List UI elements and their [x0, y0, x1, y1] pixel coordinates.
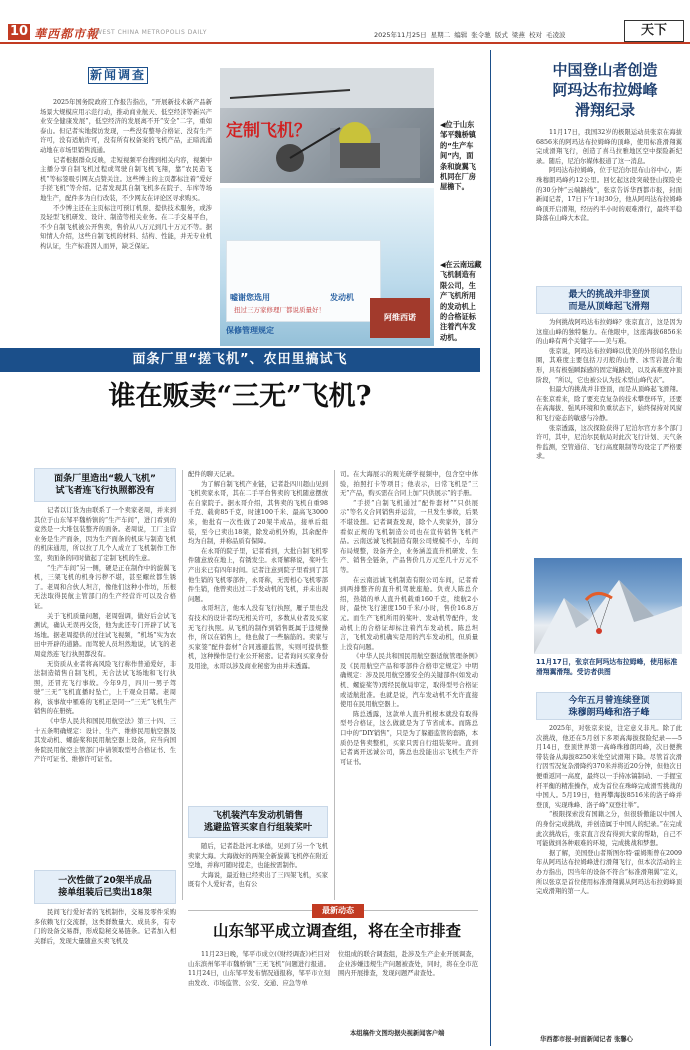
zouping-text-b	[338, 950, 478, 1006]
header-info: 2025年11月25日 星期二 编辑 张令驰 版式 梁燕 校对 毛凌波	[374, 31, 566, 39]
bottom-credit: 本组稿件文图均据央视新闻客户端	[350, 1030, 445, 1037]
page-number: 10	[9, 24, 29, 39]
photo2-badge: 阿维西诺	[370, 298, 430, 338]
body-paragraph: 《中华人民共和国民用航空法》第三十四、三十五条明确规定：设计、生产、维修民用航空器及其发动机、螺旋桨和民用航空器上设备，应当向国务院民用航空主管部门申请领取型号合格证书、生产许可证书、维修许可证书。	[34, 718, 176, 764]
latest-news-flag: 最新动态	[312, 904, 364, 918]
photo1-caption: ◀位于山东邹平魏桥镇的“生产车间”内，面条和旋翼飞机同在厂房屋檐下。	[440, 120, 476, 192]
section-tag: 新闻调查	[89, 68, 146, 82]
intro-paragraph: 记者根据群众反映，走短视频平台搜到相关内容，视频中主播分享自制飞机过程或驾驶自制飞机飞翔，靠“农民造飞机”等标签吸引网友点赞关注。这些博主的主页都标注着“爱好手搓飞机”等介绍。记者发现其自制飞机多在院子、车库等场地生产，配件多为自行改装，不少网友在评论区寻求购买。	[40, 156, 212, 202]
column-divider	[182, 470, 183, 900]
column1-body-2	[34, 908, 176, 1048]
section-label: 天下	[624, 20, 684, 42]
paraglider-photo-illustration	[534, 558, 682, 654]
body-paragraph: 11月23日晚，邹平市成立(《财经调查》)栏目对山东滨州邹平市魏桥镇“三无飞机”问题进行报道。11月24日，山东邹平发布情况通报称，邹平市立刻由发改、市场监管、公安、交通、应急等单	[188, 951, 330, 987]
body-paragraph: 无资质从业者将高风险飞行称作普通爱好，非法制造销售自制飞机，无合法试飞场地和飞行执照，还冒充飞行事故。今年9月，四川一男子驾驶“三无”飞机直播时坠亡，上千观众目睹。老周称，该事故中罹难的飞机正是同一“三无”飞机生产销售的在册统。	[34, 660, 176, 716]
column1-body	[34, 506, 176, 840]
column1-subhead: 面条厂里造出“载人飞机” 试飞者连飞行执照都没有	[34, 468, 176, 502]
intro-paragraph: 2025年国务院政府工作报告指出，“开展新技术新产品新场景大规模应用示范行动，推动商业航天、低空经济等新兴产业安全健康发展”，低空经济的发展离不开“安全”二字，重如泰山。但记者实地探访发现，一些没有整导合格证、没有生产许可，没有适航许可，没有所有权备案的飞机产品，正暗流涌动地在市场里销售流通。	[40, 99, 212, 154]
newspaper-logo: 華西都市報	[34, 27, 100, 41]
body-paragraph: 陈总透露，这款单人直升机根本就没有取得型号合格证，这么做就是为了节省成本。而陈总口中的“DIY销售”，只是为了躲避监管的套路，本质仍是售卖整机，买家只需自行组装桨叶。直到记者离开远诚公司，陈总也没能出示飞机生产许可证书。	[340, 710, 478, 766]
body-paragraph: 2025年，对张京来说，注定意义非凡。除了此次挑战，他还在5月创下多项高海拔探险纪录——5月14日，登顶世界第一高峰珠穆朗玛峰，次日便携带装备从海拔8250米处空试滑翔下降。尽管首次滑行因雪况复杂滑降约370米并将近20分钟，但他次日便重返同一高度，最终以一手持冰镐制动、一手握宝杆平衡的精准操作，成为首位在珠峰完成滑雪挑战的中国人。5月19日，他再攀海拔8516米的洛子峰并登顶，实现珠峰、洛子峰“双登壮举”。	[536, 725, 682, 809]
right-subhead-2: 今年五月曾连续登顶 珠穆朗玛峰和洛子峰	[536, 692, 682, 720]
column1-subhead-2: 一次性做了20架半成品 接单组装后已卖出18架	[34, 870, 176, 904]
body-paragraph: 《中华人民共和国民用航空器适航管理条例》及《民用航空产品和零部件合格审定规定》中明确规定：涉及民用航空器安全的关键部件(如发动机、螺旋桨等)需经民航局审定，取得型号合格证或适航批准。也就是说，汽车发动机不允许直接使用在民用航空器上。	[340, 653, 478, 709]
body-paragraph: 在永哥的院子里，记者看到，大批自制飞机零件随意放在地上，有锈发尘。永哥解释说，桨叶生产出来已有四年时间。记者注意到院子里看到了其他生销的飞机零部件，永哥称，无需相心飞机零部件生销，他曾卖出过二手发动机的飞机，并未出现问题。	[188, 547, 328, 603]
body-paragraph: “极限探索没有国籍之分，但很骄傲能以中国人的身份完成挑战，并创造属于中国人的纪录。”在完成此次挑战后，张京直言没有得到大家的帮助，自己不可能做到各种艰难的环境，完成挑战和梦想。	[536, 811, 682, 848]
photo2-text-d: 保修管理规定	[226, 326, 274, 335]
body-paragraph: 大海说，最近他已经卖出了三四架飞机，买家既有个人爱好者，也有公	[188, 871, 328, 889]
body-paragraph: 为何挑战阿玛达布拉姆峰？张京直言，这是因为这座山峰的独特魅力。在他眼中，这座海拔6856米的山峰有两个关键字——美与难。	[536, 319, 682, 346]
right-credit: 华西都市报-封面新闻记者 张馨心	[540, 1036, 633, 1043]
right-subhead-1: 最大的挑战并非登顶 而是从顶峰起飞滑翔	[536, 286, 682, 314]
photo2-text-a: 嘘谢您选用	[230, 293, 270, 302]
body-paragraph: “生产车间”另一侧，硬是正在制作中的旋翼飞机，三架飞机的机身污秽不堪，甚至螺丝都生锈了。老周和合伙人坦言，像他们这种小作坊，压根无法取得民航主管部门的生产经营许可以及合格证。	[34, 564, 176, 610]
photo2-text-b: 发动机	[330, 293, 354, 302]
intro-text	[40, 98, 212, 346]
photo2-caption: ◀在云南远藏飞机制造有限公司，生产飞机所用的发动机上的合格证标注着汽车发动机。	[440, 260, 482, 342]
right-column-divider	[490, 50, 491, 1046]
column-divider	[334, 470, 335, 900]
page-header	[0, 0, 690, 44]
column2-subhead: 飞机装汽车发动机销售 逃避监管买家自行组装桨叶	[188, 806, 328, 838]
paraglider-photo	[534, 558, 682, 654]
paraglider-caption: 11月17日，张京在阿玛达布拉姆峰，使用标准滑翔翼滑翔。受访者供图	[536, 658, 678, 676]
column2-body-2	[188, 842, 328, 900]
main-headline: 谁在贩卖“三无”飞机?	[108, 381, 372, 412]
right-headline: 中国登山者创造 阿玛达布拉姆峰 滑翔纪录	[552, 61, 658, 119]
zouping-headline: 山东邹平成立调查组，将在全市排查	[212, 921, 461, 940]
body-paragraph: “手搓”自制飞机通过“配件套材”“只供展示”等名义合同销售并运营，一旦发生事故，后果不堪设想。记者调查发现，除个人卖家外，部分看似正规的飞机制造公司也在宣传销售飞机产品。云南远诚飞机制造有限公司规模不小，车间布局规整，设备齐全，业务涵盖直升机研发、生产、销售全链条，产品售价几万元至几十万元不等。	[340, 499, 478, 574]
body-paragraph: 阿玛达布拉姆峰，位于尼泊尔昆布山谷中心，距珠穆朗玛峰约12公里。回忆起这段突破登山探险史的30分钟“云端路线”，张京告诉华西都市报，封面新闻记者，17日下午1时30分，他从阿玛达布拉姆峰峰顶开启滑翔，经历约半小时的艰难滑行，最终平稳降落在山峰大本营。	[536, 167, 682, 223]
right-body-3	[536, 724, 682, 1030]
story-banner: 面条厂里“搓飞机”、农田里搞试飞	[0, 348, 480, 372]
body-paragraph: 永哥坦言，他本人没有飞行执照，雁子里也没有技术的设计者均无相关许可，多数从业者及买家无飞行执照。从飞机的制作到销售既属于违规操作，所以在销售上，他也做了一些脑筋的。卖家与买家签“配件套材”合同逃避监管，实则可提供整机，这种操作是行业公开秘密。记者询问买家身份及用途，永哥以涉及商业秘密为由并未透露。	[188, 605, 328, 670]
body-paragraph: 11月17日，我国32岁的极限运动员张京在海拔6856米的阿玛达布拉姆峰的顶峰，使用标准滑翔翼完成滑翔飞行，创造了喜马拉雅地区空中探险新纪录。随后，尼泊尔媒体报道了这一消息。	[536, 129, 682, 165]
body-paragraph: 司。在大海展示的观光研学视频中，包含空中体验，拍照打卡等项目；他表示，日常飞机是“三无”产品，购买需在合同上加“只供展示”的手册。	[340, 471, 478, 498]
factory-photo	[220, 68, 434, 183]
intro-paragraph: 不少博主还在主页标注可预订机票、提供技术服务，或涉及轻型飞机研发、设计、制造等相关业务。在二手交易平台，不少自制飞机被公开售卖，售价从八万元到几十万元不等。据知情人介绍，这些自制飞机的材料、结构、性能，并无专业机构认证，生产标准因人而异，缺乏保证。	[40, 204, 212, 250]
body-paragraph: 张京透露，这次探险获得了尼泊尔官方多个部门许可，其中，尼泊尔民航局对此次飞行计划、天气条件监测，空管通信、飞行高度限制等均设定了严格要求。	[536, 424, 682, 461]
body-paragraph: 位组成的联合调查组，赴涉及生产企业开展调查，企业涉嫌违规生产问题被查处，同时，将在全市范围内开展排查，发现问题严肃查处。	[338, 951, 478, 978]
body-paragraph: 据了解，美国登山者斯图尔特·霍姆斯曾在2009年从阿玛达布拉姆峰进行滑翔飞行，但本次活动的主办方指出，因当年的设备不符合“标准滑翔翼”定义，所以张京是首位使用标准滑翔翼从阿玛达布拉姆峰顶完成滑翔的第一人。	[536, 849, 682, 896]
zouping-text-a	[188, 950, 330, 1028]
body-paragraph: 在云南远诚飞机制造有限公司车间，记者看到两排整齐的直升机驾驶座舱。负责人陈总介绍，热销的单人直升机载重160千克，续航2小时，最快飞行速度150千米/小时，售价16.8万元。而生产飞机所用的桨叶、发动机等配件，发动机上的合格证却标注着汽车发动机。陈总坦言，飞机发动机确实是用的汽车发动机，但质量上没有问题。	[340, 576, 478, 651]
body-paragraph: 随后，记者赴赴河北承德，见到了另一个飞机卖家大海。大海做好的两架全新旋翼飞机停在附近空地，并称可随时提走，也能按需制作。	[188, 843, 328, 870]
body-paragraph: 民间飞行爱好者的飞机制作，交易及零件采购多依赖飞行交流群，这类群数量大、成员多，有专门的设备交易群，形成隐秘交易链条。记者加入相关群后，发现大量随意买卖飞机及	[34, 909, 176, 945]
body-paragraph: 但最大的挑战并非登顶，而是从顶峰起飞滑翔。在张京看来，除了要充克复杂的技术攀登环节，还要在高海拔、强风环境和负重状态下，始终保持对风窗和飞行姿态的敏感与冷静。	[536, 386, 682, 422]
right-body-2	[536, 318, 682, 556]
column3-body	[340, 470, 478, 900]
photo1-overlay-text: 定制飞机？	[226, 121, 311, 141]
engine-certificate-photo	[220, 188, 434, 346]
photo2-text-c: 扭过三万家修理厂都说质量好！	[234, 306, 325, 314]
body-paragraph: 记者以订货为由联系了一个卖家老周，并来到其位于山东邹平魏桥镇的“生产车间”，进门看到的竟然是一大堆包装整齐的面条。老周说，工厂主营业务是生产面条，因为生产面条的机床与制造飞机的机床通用，所以拉了几个人成立了飞机制作工作室，卖面条的同时做起了定制飞机的生意。	[34, 507, 176, 562]
right-body-1	[536, 128, 682, 284]
column2-body	[188, 470, 328, 848]
newspaper-logo-en: WEST CHINA METROPOLIS DAILY	[96, 29, 207, 36]
body-paragraph: 为了解自制飞机产业链，记者赴四川超山见到飞机卖家永哥，其在二手平台售卖的飞机随意摆放在自家院子。据永哥介绍，其售卖的飞机自重98千克、载荷85千克，时速100千米、最高飞3000米，他批有一次性做了20架半成品，接单后组装，至今已卖出18架，除发动机外购，其余配件均为自制，并称品质有保障。	[188, 480, 328, 546]
body-paragraph: 关于飞机质量问题，老周强调，做好后会试飞测试，确认无误再交货，他为此还专门开辟了试飞场地。据老周提供的过往试飞视频，“机场”实为农田中开辟的道路。而驾驶人员坦然地说，试飞的老周竟然连飞行执照都没有。	[34, 612, 176, 658]
body-paragraph: 配件的聊天记录。	[188, 471, 239, 478]
body-paragraph: 张京说，阿玛达布拉姆峰以优美的外形闻名登山圈，其难度主要包括刀刃般的山脊、冰雪岩混合地形，具有极强瞬踩感的固定绳路段，以及高难度冲顶阶段，“所以，它也被公认为技术型山峰代表”。	[536, 347, 682, 384]
